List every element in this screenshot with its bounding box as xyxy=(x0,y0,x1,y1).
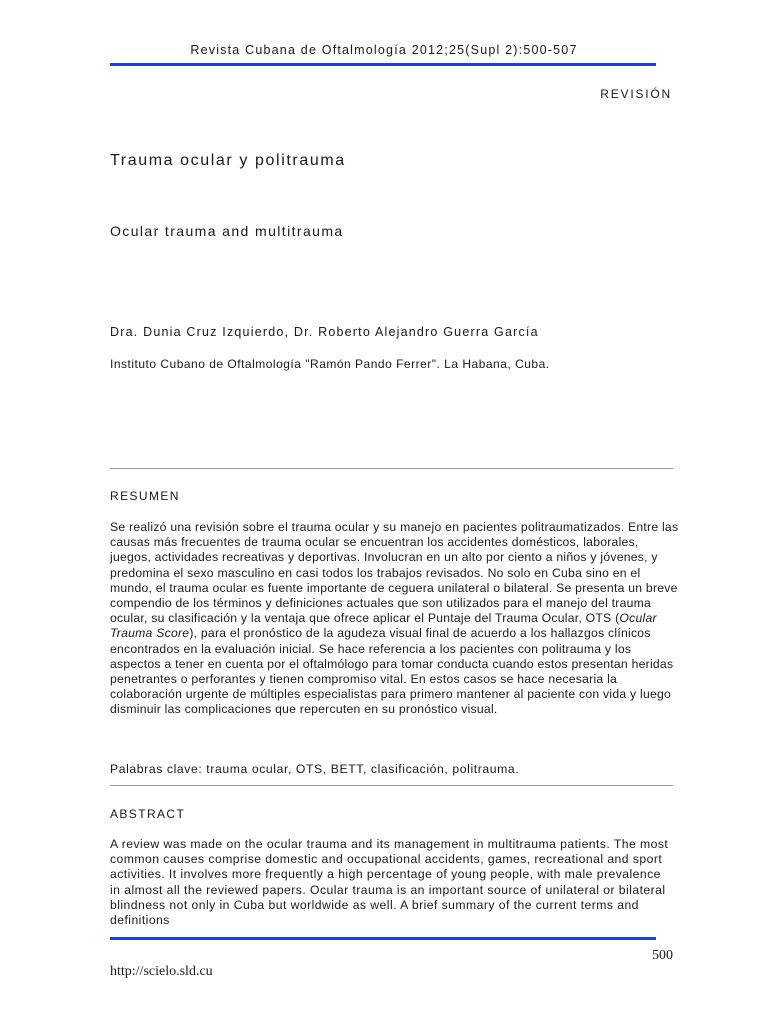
keywords: Palabras clave: trauma ocular, OTS, BETT, clasificación, politrauma. xyxy=(110,762,520,776)
affiliation: Instituto Cubano de Oftalmología "Ramón Pando Ferrer". La Habana, Cuba. xyxy=(110,357,550,371)
section-tag: REVISIÓN xyxy=(600,87,672,101)
header-rule xyxy=(110,63,656,66)
section-divider xyxy=(110,468,673,469)
resumen-text-part2: ), para el pronóstico de la agudeza visual final de acuerdo a los hallazgos clínicos encontrados en la evaluación inicial. Se hace referencia a los pacientes con politrauma y los aspectos a tener en cuenta por el oftalmólogo para tomar conducta cuando estos presentan heridas penetrantes o perforantes y tienen compromiso vital. En estos casos se hace necesaria la colaboración urgente de múltiples especialistas para primero mantener al paciente con vida y luego disminuir las complicaciones que repercuten en su pronóstico visual. xyxy=(110,626,674,717)
authors: Dra. Dunia Cruz Izquierdo, Dr. Roberto Alejandro Guerra García xyxy=(110,325,539,339)
resumen-heading: RESUMEN xyxy=(110,489,180,503)
resumen-text-italic: Ocular Trauma Score xyxy=(110,611,657,641)
journal-header: Revista Cubana de Oftalmología 2012;25(Supl 2):500-507 xyxy=(190,43,578,57)
section-divider xyxy=(110,785,673,786)
footer-rule xyxy=(110,937,656,940)
abstract-heading: ABSTRACT xyxy=(110,807,186,821)
abstract-body: A review was made on the ocular trauma and its management in multitrauma patients. The most common causes comprise domestic and occupational accidents, games, recreational and sport activities. It involves more frequently a high percentage of young people, with male prevalence in almost all the reviewed papers. Ocular trauma is an important source of unilateral or bilateral blindness not only in Cuba but worldwide as well. A brief summary of the current terms and definitions xyxy=(110,837,669,928)
article-subtitle: Ocular trauma and multitrauma xyxy=(110,223,344,239)
site-url[interactable]: http://scielo.sld.cu xyxy=(110,964,213,979)
page-number: 500 xyxy=(652,948,673,963)
resumen-body xyxy=(110,520,680,718)
article-title: Trauma ocular y politrauma xyxy=(110,152,346,169)
resumen-text-part1: Se realizó una revisión sobre el trauma ocular y su manejo en pacientes politraumatizados. Entre las causas más frecuentes de trauma ocular se encuentran los accidentes domésticos, laborales, juegos, actividades recreativas y deportivas. Involucran en un alto por ciento a niños y jóvenes, y predomina el sexo masculino en casi todos los trabajos revisados. No solo en Cuba sino en el mundo, el trauma ocular es fuente importante de ceguera unilateral o bilateral. Se presenta un breve compendio de los términos y definiciones actuales que son utilizados para el manejo del trauma ocular, su clasificación y la ventaja que ofrece aplicar el Puntaje del Trauma Ocular, OTS ( xyxy=(110,520,679,626)
